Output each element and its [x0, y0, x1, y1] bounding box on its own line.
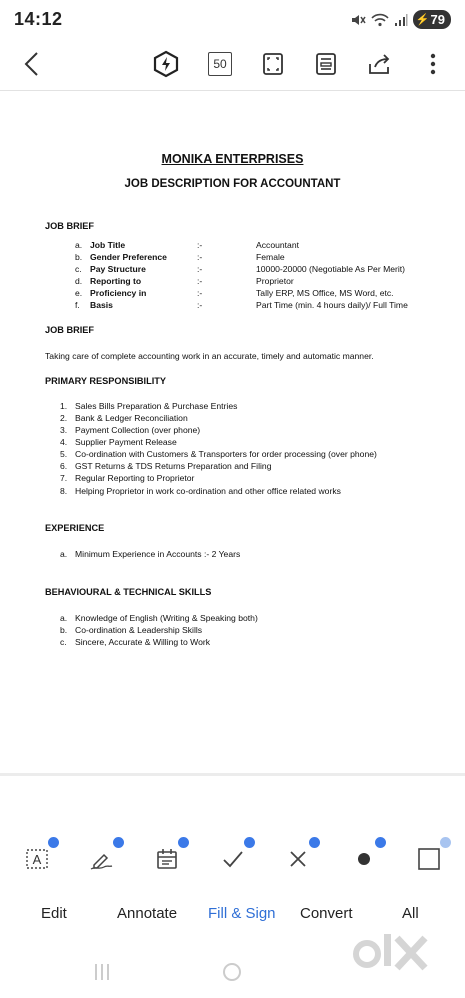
brief-key: Proficiency in: [90, 288, 147, 298]
list-number: 7.: [60, 473, 68, 483]
brief-key: Basis: [90, 300, 113, 310]
pro-badge-icon: [112, 836, 125, 849]
signal-icon: [394, 13, 408, 27]
svg-text:A: A: [32, 852, 42, 867]
list-text: Bank & Ledger Reconciliation: [75, 413, 188, 423]
brief-value: 10000-20000 (Negotiable As Per Merit): [256, 264, 406, 274]
list-item: [60, 549, 450, 559]
more-options-button[interactable]: [417, 48, 449, 80]
chevron-left-icon: [23, 51, 41, 77]
list-text: Regular Reporting to Proprietor: [75, 473, 195, 483]
page-count: 50: [213, 57, 227, 71]
list-text: GST Returns & TDS Returns Preparation and Filing: [75, 461, 272, 471]
experience-heading: EXPERIENCE: [45, 523, 105, 533]
charging-icon: ⚡: [415, 14, 430, 26]
brief-value: Tally ERP, MS Office, MS Word, etc.: [256, 288, 394, 298]
battery-level: 79: [430, 12, 445, 27]
tab-all[interactable]: All: [402, 905, 419, 922]
list-number: 8.: [60, 486, 68, 496]
fullscreen-icon: [262, 52, 284, 76]
date-icon: [155, 847, 179, 871]
page-count-box: [208, 52, 232, 76]
pro-badge-icon: [439, 836, 452, 849]
brief-row: [75, 240, 455, 252]
brief-letter: b.: [75, 252, 83, 262]
text-field-tool[interactable]: [22, 844, 52, 874]
list-text: Minimum Experience in Accounts :- 2 Years: [75, 549, 241, 559]
brief-sep: :-: [197, 264, 203, 274]
dot-tool[interactable]: [349, 844, 379, 874]
list-item: [60, 425, 450, 435]
brief-row: [75, 276, 455, 288]
list-text: Supplier Payment Release: [75, 437, 177, 447]
hexagon-bolt-icon: [153, 50, 179, 78]
tab-fill-sign[interactable]: Fill & Sign: [208, 905, 276, 922]
brief-sep: :-: [197, 300, 203, 310]
primary-responsibility-heading: PRIMARY RESPONSIBILITY: [45, 376, 166, 386]
share-button[interactable]: [364, 48, 396, 80]
list-item: [60, 401, 450, 411]
dot-icon: [356, 851, 372, 867]
brief-letter: d.: [75, 276, 83, 286]
list-item: [60, 473, 450, 483]
brief-key: Gender Preference: [90, 252, 167, 262]
brief-value: Female: [256, 252, 285, 262]
mute-icon: [350, 13, 366, 27]
list-item: [60, 486, 450, 496]
list-text: Sincere, Accurate & Willing to Work: [75, 637, 211, 647]
brief-value: Accountant: [256, 240, 299, 250]
brief-key: Job Title: [90, 240, 126, 250]
list-text: Helping Proprietor in work co-ordination and other office related works: [75, 486, 341, 496]
list-item: [60, 437, 450, 447]
company-name: MONIKA ENTERPRISES: [161, 152, 304, 166]
list-number: 6.: [60, 461, 68, 471]
brief-letter: f.: [75, 300, 80, 310]
back-button[interactable]: [16, 48, 48, 80]
list-number: b.: [60, 625, 68, 635]
top-toolbar: [0, 40, 465, 88]
fill-sign-toolbar: [0, 818, 465, 878]
brief-sep: :-: [197, 252, 203, 262]
more-vertical-icon: [429, 52, 437, 76]
list-number: 4.: [60, 437, 68, 447]
tab-annotate[interactable]: Annotate: [117, 905, 178, 922]
skills-heading: BEHAVIOURAL & TECHNICAL SKILLS: [45, 587, 212, 597]
date-tool[interactable]: [152, 844, 182, 874]
brief-row: [75, 300, 455, 312]
recent-apps-icon[interactable]: [92, 962, 112, 982]
cross-tool[interactable]: [283, 844, 313, 874]
battery-indicator: [413, 10, 451, 29]
list-number: 2.: [60, 413, 68, 423]
list-item: [60, 625, 450, 635]
rectangle-tool[interactable]: [414, 844, 444, 874]
reading-mode-button[interactable]: [310, 48, 342, 80]
document-page: [0, 90, 465, 770]
rectangle-icon: [417, 847, 441, 871]
home-icon[interactable]: [221, 961, 243, 983]
cross-icon: [287, 848, 309, 870]
list-number: a.: [60, 549, 68, 559]
job-brief-heading-2: JOB BRIEF: [45, 325, 95, 335]
list-number: 5.: [60, 449, 68, 459]
pro-badge-icon: [374, 836, 387, 849]
brief-value: Part Time (min. 4 hours daily)/ Full Time: [256, 300, 408, 310]
checkmark-icon: [221, 847, 245, 871]
brief-letter: e.: [75, 288, 83, 298]
list-item: [60, 461, 450, 471]
brief-row: [75, 252, 455, 264]
job-brief-text: Taking care of complete accounting work in an accurate, timely and automatic manner.: [45, 351, 374, 361]
fullscreen-button[interactable]: [257, 48, 289, 80]
wifi-icon: [371, 13, 389, 27]
list-text: Knowledge of English (Writing & Speaking both): [75, 613, 258, 623]
tab-convert[interactable]: Convert: [300, 905, 353, 922]
ai-assist-button[interactable]: [150, 48, 182, 80]
brief-sep: :-: [197, 240, 203, 250]
signature-pen-icon: [89, 847, 115, 871]
list-text: Co-ordination with Customers & Transporters for order processing (over phone): [75, 449, 377, 459]
status-bar: [0, 0, 465, 40]
signature-tool[interactable]: [87, 844, 117, 874]
list-number: 1.: [60, 401, 68, 411]
brief-sep: :-: [197, 288, 203, 298]
pro-badge-icon: [308, 836, 321, 849]
brief-letter: c.: [75, 264, 82, 274]
list-text: Payment Collection (over phone): [75, 425, 201, 435]
system-nav-bar: [0, 950, 465, 998]
document-view-icon: [315, 52, 337, 76]
list-item: [60, 613, 450, 623]
pro-badge-icon: [243, 836, 256, 849]
page-count-button[interactable]: [204, 48, 236, 80]
list-text: Co-ordination & Leadership Skills: [75, 625, 203, 635]
brief-sep: :-: [197, 276, 203, 286]
document-title: JOB DESCRIPTION FOR ACCOUNTANT: [124, 178, 341, 190]
share-icon: [367, 52, 393, 76]
text-field-icon: [25, 847, 49, 871]
brief-row: [75, 264, 455, 276]
checkmark-tool[interactable]: [218, 844, 248, 874]
pro-badge-icon: [47, 836, 60, 849]
status-time: 14:12: [14, 9, 63, 29]
tab-edit[interactable]: Edit: [41, 905, 67, 922]
list-item: [60, 637, 450, 647]
brief-letter: a.: [75, 240, 83, 250]
list-text: Sales Bills Preparation & Purchase Entries: [75, 401, 238, 411]
pro-badge-icon: [177, 836, 190, 849]
list-number: 3.: [60, 425, 68, 435]
list-number: a.: [60, 613, 68, 623]
list-number: c.: [60, 637, 67, 647]
brief-key: Pay Structure: [90, 264, 146, 274]
page-bottom-divider: [0, 773, 465, 776]
job-brief-heading: JOB BRIEF: [45, 221, 95, 231]
list-item: [60, 413, 450, 423]
status-icons: [350, 10, 451, 29]
brief-value: Proprietor: [256, 276, 294, 286]
brief-row: [75, 288, 455, 300]
list-item: [60, 449, 450, 459]
brief-key: Reporting to: [90, 276, 142, 286]
